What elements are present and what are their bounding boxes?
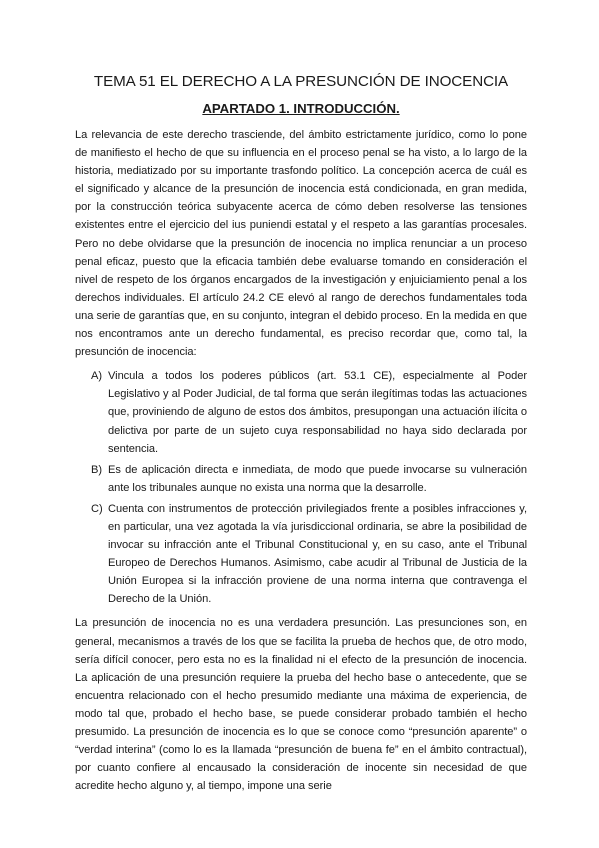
document-page: [75, 72, 527, 795]
paragraph-presumption: La presunción de inocencia no es una verdadera presunción. Las presunciones son, en general, mecanismos a través de los que se facilita la prueba de hechos que, de otro modo, sería difícil conocer, pero esta no es la finalidad ni el efecto de la presunción de inocencia. La aplicación de una presunción requiere la prueba del hecho base o antecedente, que se encuentra relacionado con el hecho presumido mediante una máxima de experiencia, de modo tal que, probado el hecho base, se puede considerar probado también el hecho presumido. La presunción de inocencia es lo que se conoce como “presunción aparente” o “verdad interina” (como lo es la llamada “presunción de buena fe” en el ámbito contractual), por cuanto confiere al encausado la consideración de inocente sin necesidad de que acredite hecho alguno y, al tiempo, impone una serie: [75, 617, 527, 793]
list-marker: B): [91, 463, 103, 476]
list-marker: C): [91, 502, 103, 515]
list-item-text: Cuenta con instrumentos de protección privilegiados frente a posibles infracciones y, en particular, una vez agotada la vía jurisdiccional ordinaria, se abre la posibilidad de invocar su infracción ante el Tribunal Constitucional y, en su caso, ante el Tribunal Europeo de Derechos Humanos. Asimismo, cabe acudir al Tribunal de Justicia de la Unión Europea si la infracción proviene de una norma interna que contravenga el Derecho de la Unión.: [108, 502, 527, 606]
characteristics-list: [75, 367, 527, 608]
list-item: [75, 461, 527, 497]
paragraph-intro: La relevancia de este derecho trasciende, del ámbito estrictamente jurídico, como lo pone de manifiesto el hecho de que su influencia en el proceso penal se ha visto, a lo largo de la historia, mediatizado por su importante trasfondo político. La concepción acerca de cuál es el significado y alcance de la presunción de inocencia está condicionada, en gran medida, por la construcción teórica subyacente acerca de cómo deben resolverse las tensiones existentes entre el ejercicio del ius puniendi estatal y el respeto a las garantías procesales. Pero no debe olvidarse que la presunción de inocencia no implica renunciar a un proceso penal eficaz, puesto que la eficacia también debe evaluarse tomando en consideración el nivel de respeto de los órganos encargados de la investigación y enjuiciamiento penal a los derechos individuales. El artículo 24.2 CE elevó al rango de derechos fundamentales toda una serie de garantías que, en su conjunto, integran el debido proceso. En la medida en que nos encontramos ante un derecho fundamental, es preciso recordar que, como tal, la presunción de inocencia:: [75, 129, 527, 359]
section-heading: APARTADO 1. INTRODUCCIÓN.: [202, 101, 400, 116]
list-item: [75, 500, 527, 609]
list-item-text: Vincula a todos los poderes públicos (art. 53.1 CE), especialmente al Poder Legislativo y al Poder Judicial, de tal forma que serán ilegítimas todas las actuaciones que, proviniendo de alguno de estos dos ámbitos, presupongan una actuación ilícita o delictiva por parte de un sujeto cuya responsabilidad no haya sido declarada por sentencia.: [108, 370, 527, 455]
list-item: [75, 367, 527, 457]
list-item-text: Es de aplicación directa e inmediata, de modo que puede invocarse su vulneración ante los tribunales aunque no exista una norma que la desarrolle.: [108, 463, 527, 494]
list-marker: A): [91, 370, 103, 383]
document-title: TEMA 51 EL DERECHO A LA PRESUNCIÓN DE INOCENCIA: [93, 73, 509, 90]
